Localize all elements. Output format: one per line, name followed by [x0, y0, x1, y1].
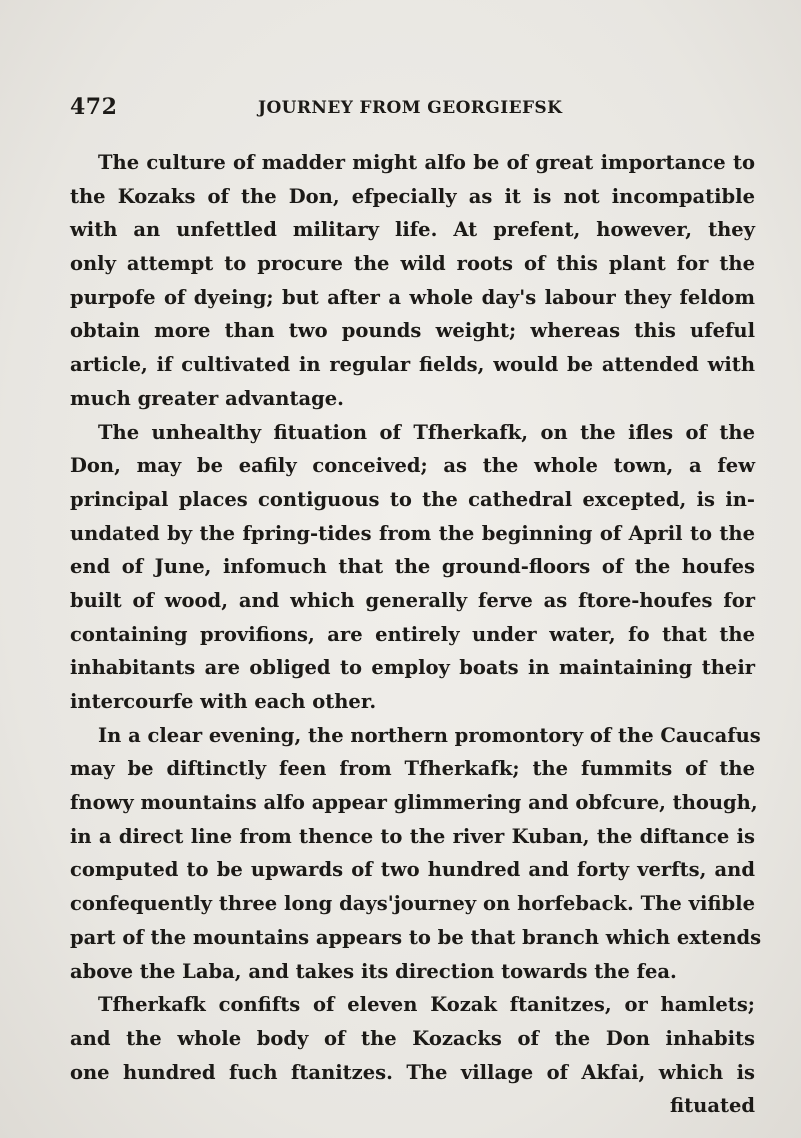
running-head: JOURNEY FROM GEORGIEFSK: [258, 98, 563, 118]
body-text: [70, 146, 762, 1123]
text-line: much greater advantage.: [70, 386, 344, 410]
text-line: the Kozaks of the Don, efpecially as it is not incompatible: [70, 184, 755, 208]
text-line: one hundred fuch ftanitzes. The village of Akfai, which is: [70, 1060, 755, 1084]
text-line: purpofe of dyeing; but after a whole day's labour they feldom: [70, 285, 755, 309]
text-line: computed to be upwards of two hundred and forty verfts, and: [70, 858, 755, 882]
text-line: end of June, infomuch that the ground-floors of the houfes: [70, 555, 755, 579]
text-line: with an unfettled military life. At prefent, however, they: [70, 218, 755, 242]
text-line: containing provifions, are entirely under water, fo that the: [70, 622, 755, 646]
text-line: In a clear evening, the northern promontory of the Caucafus: [98, 723, 761, 747]
text-line: article, if cultivated in regular fields, would be attended with: [70, 353, 755, 377]
text-line: above the Laba, and takes its direction towards the fea.: [70, 959, 677, 983]
text-line: The unhealthy fituation of Tfherkafk, on the ifles of the: [98, 420, 755, 444]
text-line: fnowy mountains alfo appear glimmering and obfcure, though,: [70, 791, 758, 815]
catchword: fituated: [669, 1094, 755, 1118]
text-line: Don, may be eafily conceived; as the whole town, a few: [70, 454, 755, 478]
text-line: inhabitants are obliged to employ boats in maintaining their: [70, 656, 755, 680]
text-line: in a direct line from thence to the river Kuban, the diftance is: [70, 824, 755, 848]
text-line: may be diftinctly feen from Tfherkafk; the fummits of the: [70, 757, 755, 781]
text-line: built of wood, and which generally ferve as ftore-houfes for: [70, 588, 755, 612]
text-line: and the whole body of the Kozacks of the Don inhabits: [70, 1026, 755, 1050]
text-line: part of the mountains appears to be that branch which extends: [70, 925, 762, 949]
text-line: undated by the fpring-tides from the beginning of April to the: [70, 521, 755, 545]
text-line: principal places contiguous to the cathedral excepted, is in-: [70, 487, 755, 511]
page-header: [0, 94, 801, 124]
text-line: confequently three long days'journey on horfeback. The vifible: [70, 892, 755, 916]
text-line: The culture of madder might alfo be of great importance to: [98, 151, 755, 174]
page-number: 472: [70, 94, 118, 120]
text-line: Tfherkafk confifts of eleven Kozak ftanitzes, or hamlets;: [98, 993, 755, 1017]
text-line: intercourfe with each other.: [70, 690, 377, 713]
text-line: obtain more than two pounds weight; whereas this ufeful: [70, 319, 755, 343]
text-line: only attempt to procure the wild roots of this plant for the: [70, 252, 755, 276]
